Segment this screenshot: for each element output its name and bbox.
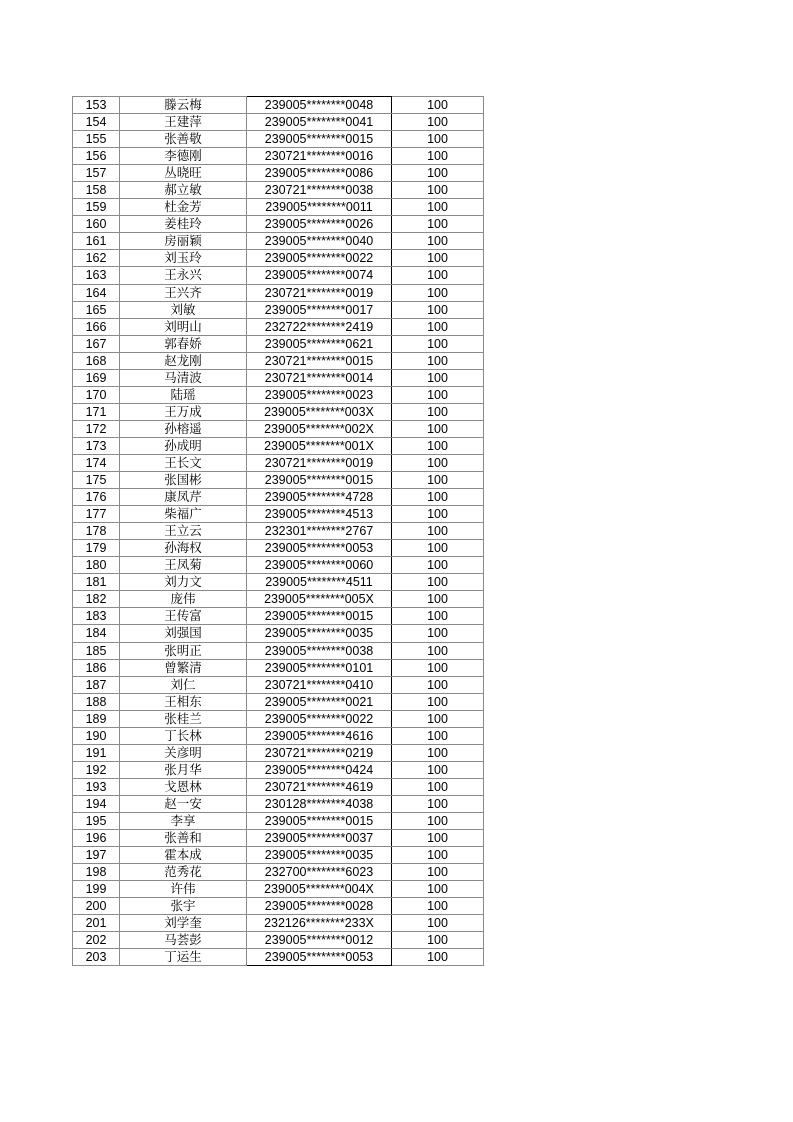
row-number-cell: 196	[73, 830, 120, 847]
id-number-cell: 230128********4038	[247, 795, 392, 812]
score-cell: 100	[392, 676, 484, 693]
row-number-cell: 203	[73, 949, 120, 966]
row-number-cell: 171	[73, 403, 120, 420]
row-number-cell: 161	[73, 233, 120, 250]
table-row	[73, 216, 484, 233]
row-number-cell: 192	[73, 761, 120, 778]
row-number-cell: 167	[73, 335, 120, 352]
row-number-cell: 158	[73, 182, 120, 199]
score-cell: 100	[392, 250, 484, 267]
name-cell: 曾繁清	[120, 659, 247, 676]
id-number-cell: 230721********0410	[247, 676, 392, 693]
table-row	[73, 165, 484, 182]
row-number-cell: 169	[73, 369, 120, 386]
name-cell: 赵龙刚	[120, 352, 247, 369]
name-cell: 李德刚	[120, 148, 247, 165]
table-row	[73, 148, 484, 165]
score-cell: 100	[392, 454, 484, 471]
row-number-cell: 178	[73, 523, 120, 540]
id-number-cell: 239005********0053	[247, 540, 392, 557]
score-cell: 100	[392, 557, 484, 574]
table-row	[73, 114, 484, 131]
id-number-cell: 239005********0053	[247, 949, 392, 966]
id-number-cell: 239005********003X	[247, 403, 392, 420]
name-cell: 刘学奎	[120, 915, 247, 932]
score-cell: 100	[392, 540, 484, 557]
row-number-cell: 154	[73, 114, 120, 131]
table-row	[73, 369, 484, 386]
row-number-cell: 168	[73, 352, 120, 369]
table-row	[73, 932, 484, 949]
id-number-cell: 239005********0074	[247, 267, 392, 284]
score-cell: 100	[392, 148, 484, 165]
id-number-cell: 239005********002X	[247, 420, 392, 437]
table-row	[73, 420, 484, 437]
name-cell: 郝立敏	[120, 182, 247, 199]
row-number-cell: 197	[73, 847, 120, 864]
name-cell: 丛晓旺	[120, 165, 247, 182]
row-number-cell: 174	[73, 454, 120, 471]
row-number-cell: 164	[73, 284, 120, 301]
score-cell: 100	[392, 97, 484, 114]
score-cell: 100	[392, 506, 484, 523]
name-cell: 霍本成	[120, 847, 247, 864]
score-cell: 100	[392, 812, 484, 829]
row-number-cell: 179	[73, 540, 120, 557]
table-row	[73, 233, 484, 250]
name-cell: 张月华	[120, 761, 247, 778]
score-cell: 100	[392, 267, 484, 284]
id-number-cell: 239005********0621	[247, 335, 392, 352]
score-cell: 100	[392, 881, 484, 898]
row-number-cell: 181	[73, 574, 120, 591]
score-cell: 100	[392, 744, 484, 761]
name-cell: 王凤菊	[120, 557, 247, 574]
score-cell: 100	[392, 301, 484, 318]
table-row	[73, 437, 484, 454]
score-cell: 100	[392, 233, 484, 250]
id-number-cell: 239005********0041	[247, 114, 392, 131]
id-number-cell: 239005********004X	[247, 881, 392, 898]
table-row	[73, 199, 484, 216]
row-number-cell: 176	[73, 489, 120, 506]
table-row	[73, 454, 484, 471]
name-cell: 房丽颖	[120, 233, 247, 250]
row-number-cell: 166	[73, 318, 120, 335]
row-number-cell: 180	[73, 557, 120, 574]
id-number-cell: 230721********4619	[247, 778, 392, 795]
score-cell: 100	[392, 932, 484, 949]
id-number-cell: 239005********001X	[247, 437, 392, 454]
row-number-cell: 182	[73, 591, 120, 608]
name-cell: 王永兴	[120, 267, 247, 284]
id-number-cell: 239005********0028	[247, 898, 392, 915]
id-number-cell: 230721********0019	[247, 454, 392, 471]
name-cell: 郭春娇	[120, 335, 247, 352]
score-cell: 100	[392, 403, 484, 420]
score-cell: 100	[392, 131, 484, 148]
row-number-cell: 172	[73, 420, 120, 437]
table-row	[73, 182, 484, 199]
score-cell: 100	[392, 949, 484, 966]
name-cell: 刘明山	[120, 318, 247, 335]
id-number-cell: 239005********0424	[247, 761, 392, 778]
score-cell: 100	[392, 915, 484, 932]
row-number-cell: 202	[73, 932, 120, 949]
name-cell: 丁长林	[120, 727, 247, 744]
roster-table	[72, 96, 484, 966]
score-cell: 100	[392, 864, 484, 881]
name-cell: 关彦明	[120, 744, 247, 761]
table-row	[73, 557, 484, 574]
table-row	[73, 489, 484, 506]
name-cell: 马清波	[120, 369, 247, 386]
name-cell: 张善和	[120, 830, 247, 847]
score-cell: 100	[392, 608, 484, 625]
table-row	[73, 881, 484, 898]
row-number-cell: 170	[73, 386, 120, 403]
id-number-cell: 239005********0015	[247, 608, 392, 625]
table-row	[73, 591, 484, 608]
id-number-cell: 230721********0016	[247, 148, 392, 165]
id-number-cell: 239005********0022	[247, 250, 392, 267]
row-number-cell: 175	[73, 472, 120, 489]
table-row	[73, 403, 484, 420]
table-row	[73, 250, 484, 267]
score-cell: 100	[392, 625, 484, 642]
table-row	[73, 727, 484, 744]
id-number-cell: 239005********0035	[247, 625, 392, 642]
id-number-cell: 239005********0086	[247, 165, 392, 182]
score-cell: 100	[392, 591, 484, 608]
row-number-cell: 186	[73, 659, 120, 676]
table-row	[73, 795, 484, 812]
id-number-cell: 239005********0015	[247, 131, 392, 148]
name-cell: 王传富	[120, 608, 247, 625]
id-number-cell: 239005********0023	[247, 386, 392, 403]
score-cell: 100	[392, 420, 484, 437]
row-number-cell: 177	[73, 506, 120, 523]
table-row	[73, 267, 484, 284]
row-number-cell: 183	[73, 608, 120, 625]
id-number-cell: 239005********0012	[247, 932, 392, 949]
score-cell: 100	[392, 778, 484, 795]
id-number-cell: 239005********0037	[247, 830, 392, 847]
table-row	[73, 97, 484, 114]
score-cell: 100	[392, 847, 484, 864]
table-row	[73, 898, 484, 915]
name-cell: 刘力文	[120, 574, 247, 591]
table-row	[73, 693, 484, 710]
score-cell: 100	[392, 114, 484, 131]
name-cell: 张国彬	[120, 472, 247, 489]
table-row	[73, 642, 484, 659]
table-row	[73, 574, 484, 591]
score-cell: 100	[392, 727, 484, 744]
id-number-cell: 230721********0038	[247, 182, 392, 199]
score-cell: 100	[392, 659, 484, 676]
row-number-cell: 191	[73, 744, 120, 761]
table-row	[73, 847, 484, 864]
name-cell: 孙榕遥	[120, 420, 247, 437]
id-number-cell: 239005********0035	[247, 847, 392, 864]
document-page	[72, 96, 484, 966]
id-number-cell: 239005********4513	[247, 506, 392, 523]
table-row	[73, 659, 484, 676]
id-number-cell: 232301********2767	[247, 523, 392, 540]
table-row	[73, 523, 484, 540]
name-cell: 杜金芳	[120, 199, 247, 216]
row-number-cell: 184	[73, 625, 120, 642]
row-number-cell: 189	[73, 710, 120, 727]
score-cell: 100	[392, 318, 484, 335]
name-cell: 许伟	[120, 881, 247, 898]
name-cell: 刘敏	[120, 301, 247, 318]
id-number-cell: 239005********4728	[247, 489, 392, 506]
score-cell: 100	[392, 489, 484, 506]
row-number-cell: 159	[73, 199, 120, 216]
id-number-cell: 239005********0022	[247, 710, 392, 727]
table-row	[73, 284, 484, 301]
score-cell: 100	[392, 710, 484, 727]
table-row	[73, 676, 484, 693]
row-number-cell: 190	[73, 727, 120, 744]
id-number-cell: 239005********005X	[247, 591, 392, 608]
score-cell: 100	[392, 352, 484, 369]
id-number-cell: 230721********0219	[247, 744, 392, 761]
name-cell: 王建萍	[120, 114, 247, 131]
table-row	[73, 608, 484, 625]
id-number-cell: 239005********0015	[247, 812, 392, 829]
score-cell: 100	[392, 199, 484, 216]
score-cell: 100	[392, 693, 484, 710]
row-number-cell: 201	[73, 915, 120, 932]
id-number-cell: 239005********0017	[247, 301, 392, 318]
name-cell: 刘仁	[120, 676, 247, 693]
table-row	[73, 830, 484, 847]
name-cell: 王兴齐	[120, 284, 247, 301]
name-cell: 张明正	[120, 642, 247, 659]
id-number-cell: 239005********0038	[247, 642, 392, 659]
table-row	[73, 949, 484, 966]
name-cell: 孙海权	[120, 540, 247, 557]
score-cell: 100	[392, 830, 484, 847]
id-number-cell: 232126********233X	[247, 915, 392, 932]
score-cell: 100	[392, 182, 484, 199]
table-row	[73, 540, 484, 557]
score-cell: 100	[392, 898, 484, 915]
name-cell: 李享	[120, 812, 247, 829]
id-number-cell: 239005********0101	[247, 659, 392, 676]
name-cell: 王万成	[120, 403, 247, 420]
id-number-cell: 239005********0021	[247, 693, 392, 710]
name-cell: 姜桂玲	[120, 216, 247, 233]
id-number-cell: 239005********4616	[247, 727, 392, 744]
row-number-cell: 156	[73, 148, 120, 165]
row-number-cell: 199	[73, 881, 120, 898]
name-cell: 康凤芹	[120, 489, 247, 506]
id-number-cell: 239005********0026	[247, 216, 392, 233]
name-cell: 王立云	[120, 523, 247, 540]
roster-table-body	[73, 97, 484, 966]
row-number-cell: 185	[73, 642, 120, 659]
id-number-cell: 239005********0060	[247, 557, 392, 574]
name-cell: 范秀花	[120, 864, 247, 881]
row-number-cell: 153	[73, 97, 120, 114]
table-row	[73, 778, 484, 795]
row-number-cell: 187	[73, 676, 120, 693]
row-number-cell: 195	[73, 812, 120, 829]
id-number-cell: 239005********4511	[247, 574, 392, 591]
row-number-cell: 155	[73, 131, 120, 148]
table-row	[73, 864, 484, 881]
name-cell: 张善敬	[120, 131, 247, 148]
id-number-cell: 230721********0019	[247, 284, 392, 301]
row-number-cell: 160	[73, 216, 120, 233]
id-number-cell: 232700********6023	[247, 864, 392, 881]
name-cell: 陆瑶	[120, 386, 247, 403]
name-cell: 戈恩林	[120, 778, 247, 795]
row-number-cell: 193	[73, 778, 120, 795]
score-cell: 100	[392, 761, 484, 778]
table-row	[73, 915, 484, 932]
table-row	[73, 131, 484, 148]
row-number-cell: 162	[73, 250, 120, 267]
table-row	[73, 335, 484, 352]
score-cell: 100	[392, 284, 484, 301]
score-cell: 100	[392, 386, 484, 403]
id-number-cell: 232722********2419	[247, 318, 392, 335]
row-number-cell: 163	[73, 267, 120, 284]
row-number-cell: 157	[73, 165, 120, 182]
id-number-cell: 239005********0011	[247, 199, 392, 216]
name-cell: 滕云梅	[120, 97, 247, 114]
table-row	[73, 625, 484, 642]
table-row	[73, 744, 484, 761]
table-row	[73, 301, 484, 318]
id-number-cell: 230721********0015	[247, 352, 392, 369]
name-cell: 丁运生	[120, 949, 247, 966]
row-number-cell: 188	[73, 693, 120, 710]
name-cell: 马荟彭	[120, 932, 247, 949]
table-row	[73, 386, 484, 403]
name-cell: 张桂兰	[120, 710, 247, 727]
name-cell: 王相东	[120, 693, 247, 710]
table-row	[73, 761, 484, 778]
row-number-cell: 165	[73, 301, 120, 318]
table-row	[73, 506, 484, 523]
table-row	[73, 472, 484, 489]
id-number-cell: 239005********0040	[247, 233, 392, 250]
table-row	[73, 812, 484, 829]
score-cell: 100	[392, 642, 484, 659]
name-cell: 庞伟	[120, 591, 247, 608]
table-row	[73, 710, 484, 727]
name-cell: 柴福广	[120, 506, 247, 523]
score-cell: 100	[392, 523, 484, 540]
score-cell: 100	[392, 472, 484, 489]
score-cell: 100	[392, 437, 484, 454]
row-number-cell: 200	[73, 898, 120, 915]
score-cell: 100	[392, 795, 484, 812]
score-cell: 100	[392, 369, 484, 386]
table-row	[73, 352, 484, 369]
score-cell: 100	[392, 335, 484, 352]
row-number-cell: 194	[73, 795, 120, 812]
name-cell: 张宇	[120, 898, 247, 915]
score-cell: 100	[392, 574, 484, 591]
row-number-cell: 173	[73, 437, 120, 454]
id-number-cell: 230721********0014	[247, 369, 392, 386]
name-cell: 刘玉玲	[120, 250, 247, 267]
id-number-cell: 239005********0015	[247, 472, 392, 489]
row-number-cell: 198	[73, 864, 120, 881]
name-cell: 王长文	[120, 454, 247, 471]
id-number-cell: 239005********0048	[247, 97, 392, 114]
name-cell: 孙成明	[120, 437, 247, 454]
score-cell: 100	[392, 216, 484, 233]
table-row	[73, 318, 484, 335]
score-cell: 100	[392, 165, 484, 182]
name-cell: 赵一安	[120, 795, 247, 812]
name-cell: 刘强国	[120, 625, 247, 642]
